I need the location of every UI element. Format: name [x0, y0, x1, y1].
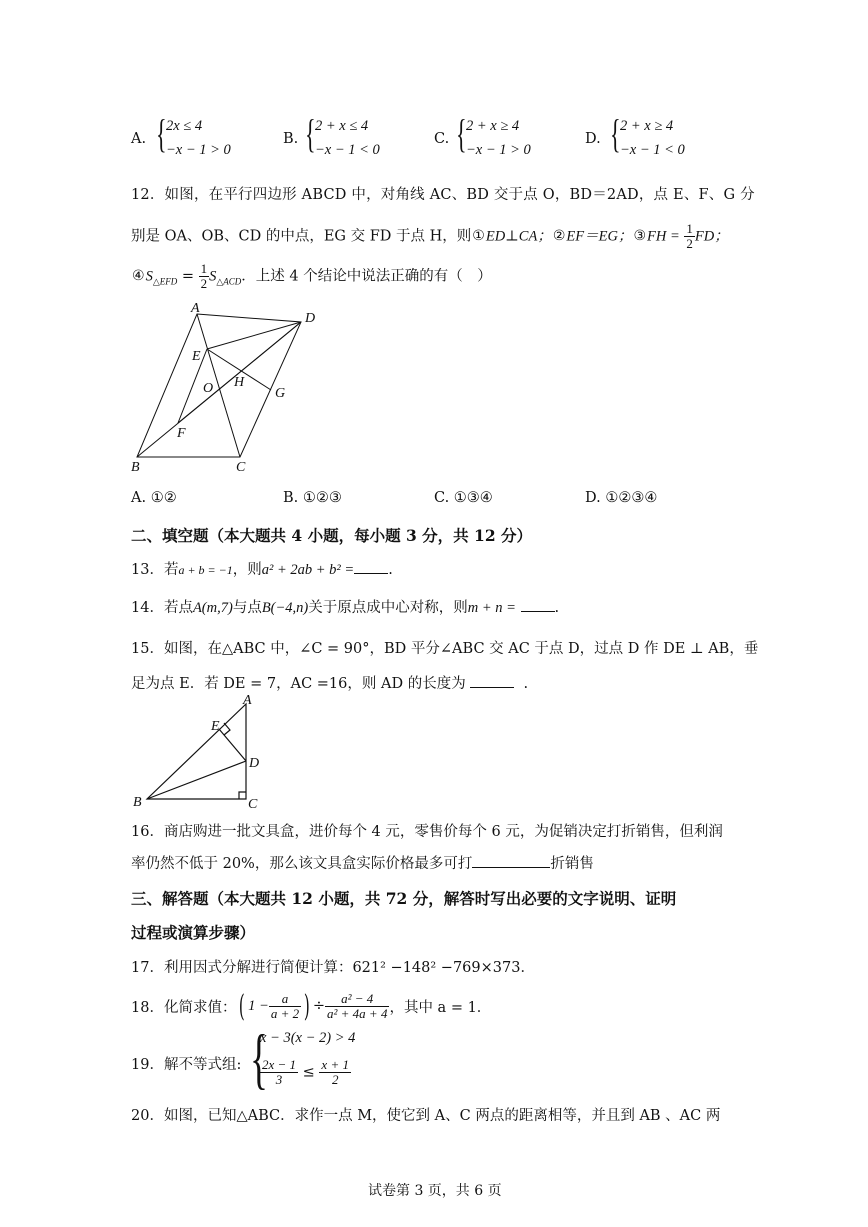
- q15-triangle-figure: [125, 692, 275, 814]
- q12-claim-1: ED⊥CA；: [485, 228, 552, 245]
- q16-line2: [131, 852, 594, 873]
- q12-line2-text: 别是 OA、OB、CD 的中点，EG 交 FD 于点 H，则: [131, 228, 472, 245]
- q11-option-b-label: B.: [283, 131, 299, 147]
- q12-option-c-value: ①③④: [453, 490, 493, 506]
- q15-triangle: [147, 704, 246, 799]
- q15-answer-blank[interactable]: [470, 687, 514, 688]
- q12-claim-4-tail: ．上述 4 个结论中说法正确的有（ ）: [241, 268, 492, 285]
- q16-answer-blank[interactable]: [472, 867, 550, 868]
- q12-claim-4-sub2: △ACD: [216, 276, 242, 287]
- q11-option-d-label: D.: [585, 131, 601, 147]
- q12-option-a: [131, 490, 177, 506]
- q12-option-a-value: ①②: [150, 490, 177, 506]
- q12-option-c: [434, 490, 493, 506]
- q15-label-a: A: [243, 693, 252, 708]
- q13: [131, 558, 393, 579]
- q18-divide: ÷: [312, 998, 325, 1014]
- q13-prefix: 13．若: [131, 562, 179, 578]
- q12-label-a: A: [191, 301, 200, 316]
- q11-option-a-label: A.: [131, 131, 147, 147]
- q11-option-a-line1: 2x ≤ 4: [166, 118, 203, 134]
- section-2-heading: 二、填空题（本大题共 4 小题，每小题 3 分，共 12 分）: [131, 526, 533, 545]
- q12-claim-3-den: 2: [686, 236, 693, 251]
- q12-circle-4: ④: [132, 267, 145, 284]
- q15-line2: [131, 672, 528, 693]
- q11-option-c-line2: −x − 1 > 0: [466, 142, 531, 158]
- q15-line2-text: 足为点 E．若 DE = 7，AC =16，则 AD 的长度为: [131, 676, 466, 692]
- q18-f2-num: a² − 4: [325, 992, 389, 1007]
- q19-fraction-2: [319, 1058, 351, 1087]
- q12-label-f: F: [177, 426, 186, 441]
- q13-condition: a + b = −1: [178, 563, 233, 577]
- q15-label-c: C: [248, 797, 258, 812]
- q16-line2-tail: 折销售: [550, 856, 594, 872]
- q18-fraction-1: [269, 992, 301, 1021]
- q19-line2: [260, 1058, 351, 1087]
- q12-claim-4-s2: S: [209, 268, 217, 285]
- q12-circle-2: ②: [552, 227, 566, 244]
- q12-claim-2: EF＝EG；: [566, 228, 633, 245]
- q12-line2: [131, 222, 729, 251]
- q12-circle-3: ③: [633, 227, 647, 244]
- q11-option-c-label: C.: [434, 131, 450, 147]
- q12-option-a-label: A.: [131, 490, 147, 506]
- q15-label-d: D: [249, 756, 260, 771]
- q14-answer-blank[interactable]: [521, 611, 555, 612]
- q12-claim-3-fraction: [684, 222, 695, 251]
- page-footer: 试卷第 3 页，共 6 页: [368, 1183, 502, 1199]
- q18: [131, 986, 491, 1026]
- q19-fraction-1: [260, 1058, 298, 1087]
- q12-circle-1: ①: [472, 227, 485, 244]
- q19-f2-den: 2: [331, 1072, 339, 1087]
- q18-f1-den: a + 2: [270, 1005, 300, 1021]
- q12-line3: [131, 262, 492, 291]
- q12-option-d: [585, 490, 657, 506]
- q13-expression: a² + 2ab + b² =: [261, 562, 355, 578]
- q11-option-d-line1: 2 + x ≥ 4: [620, 118, 674, 134]
- q12-option-d-label: D.: [585, 490, 601, 506]
- q15-right-angle-c: [239, 792, 246, 799]
- q15-line1: 15．如图，在△ABC 中，∠C = 90°，BD 平分∠ABC 交 AC 于点 D，过点 D 作 DE ⊥ AB，垂: [131, 641, 759, 657]
- q13-mid: ，则: [232, 562, 262, 578]
- q18-fraction-2: [325, 992, 389, 1021]
- q12-claim-3-num: 1: [686, 221, 693, 236]
- q12-option-b: [283, 490, 342, 506]
- q12-claim-4-s1: S: [145, 268, 153, 285]
- q19-f1-den: 3: [275, 1072, 283, 1087]
- q12-option-b-label: B.: [283, 490, 299, 506]
- q12-label-b: B: [131, 460, 140, 475]
- q11-option-d-line2: −x − 1 < 0: [620, 142, 685, 158]
- q12-option-b-value: ①②③: [302, 490, 342, 506]
- q18-one-minus: 1 −: [248, 997, 269, 1014]
- q12-claim-4-eq: =: [181, 268, 194, 285]
- q19-line1: x − 3(x − 2) > 4: [260, 1030, 356, 1046]
- q18-f2-den: a² + 4a + 4: [327, 1005, 388, 1021]
- q12-option-d-value: ①②③④: [605, 490, 658, 506]
- q15-right-angle-e: [224, 723, 230, 735]
- q19-prefix: 19．解不等式组:: [131, 1057, 242, 1073]
- q18-paren-right: ): [304, 988, 310, 1024]
- q18-f1-num: a: [269, 992, 301, 1007]
- q12-claim-3: FH =: [647, 228, 680, 245]
- q11-option-b-line1: 2 + x ≤ 4: [315, 118, 369, 134]
- q12-option-c-label: C.: [434, 490, 450, 506]
- q15-label-b: B: [133, 795, 142, 810]
- q12-label-c: C: [236, 460, 246, 475]
- q13-end: .: [388, 562, 393, 578]
- q14-point-a: A(m,7): [192, 600, 233, 616]
- q19-leq: ≤: [302, 1064, 315, 1081]
- section-3-heading-line1: 三、解答题（本大题共 12 小题，共 72 分，解答时写出必要的文字说明、证明: [131, 889, 677, 908]
- q12-label-e: E: [192, 349, 201, 364]
- q20: 20．如图，已知△ABC．求作一点 M，使它到 A、C 两点的距离相等，并且到 AB 、AC 两: [131, 1108, 721, 1124]
- q16-line2-text: 率仍然不低于 20%，那么该文具盒实际价格最多可打: [131, 856, 473, 872]
- q18-tail: ，其中 a = 1．: [389, 999, 492, 1016]
- q12-label-d: D: [305, 311, 316, 326]
- q16-line1: 16．商店购进一批文具盒，进价每个 4 元，零售价每个 6 元，为促销决定打折销售，但利润: [131, 824, 723, 840]
- q15-segment-de: [219, 729, 246, 761]
- q11-option-b-line2: −x − 1 < 0: [315, 142, 380, 158]
- q14-prefix: 14．若点: [131, 600, 193, 616]
- q11-option-c-line1: 2 + x ≥ 4: [466, 118, 520, 134]
- q14-mid1: 与点: [232, 600, 262, 616]
- q15-label-e: E: [211, 719, 220, 734]
- q12-segment-fd: [178, 322, 301, 423]
- q14-mid2: 关于原点成中心对称，则: [308, 600, 468, 616]
- q12-claim-4-den: 2: [200, 276, 208, 291]
- q11-option-a-line2: −x − 1 > 0: [166, 142, 231, 158]
- q12-label-o: O: [203, 381, 214, 396]
- q12-line1: 12．如图，在平行四边形 ABCD 中，对角线 AC、BD 交于点 O，BD＝2AD，点 E、F、G 分: [131, 187, 755, 203]
- q19-f1-num: 2x − 1: [262, 1057, 297, 1072]
- q13-answer-blank[interactable]: [354, 573, 388, 574]
- q18-prefix: 18．化简求值：: [131, 999, 237, 1016]
- section-3-heading-line2: 过程或演算步骤）: [131, 923, 256, 942]
- q12-label-g: G: [275, 386, 286, 401]
- q12-segment-ed: [207, 322, 301, 349]
- q12-parallelogram-figure: [125, 300, 325, 480]
- q14: [131, 596, 559, 617]
- q12-label-h: H: [234, 375, 245, 390]
- q17: 17．利用因式分解进行简便计算：621² −148² −769×373．: [131, 960, 535, 976]
- q14-expression: m + n =: [467, 600, 516, 616]
- q14-end: .: [554, 600, 560, 616]
- q12-claim-3-tail: FD；: [694, 228, 729, 245]
- q19-f2-num: x + 1: [321, 1057, 349, 1072]
- q15-end: .: [523, 676, 529, 692]
- q12-claim-4-sub1: △EFD: [152, 276, 178, 287]
- q12-claim-4-fraction: [199, 262, 210, 291]
- q15-segment-bd: [147, 761, 246, 799]
- q14-point-b: B(−4,n): [261, 600, 309, 616]
- q12-claim-4-num: 1: [200, 261, 208, 276]
- q18-paren-left: (: [239, 988, 246, 1024]
